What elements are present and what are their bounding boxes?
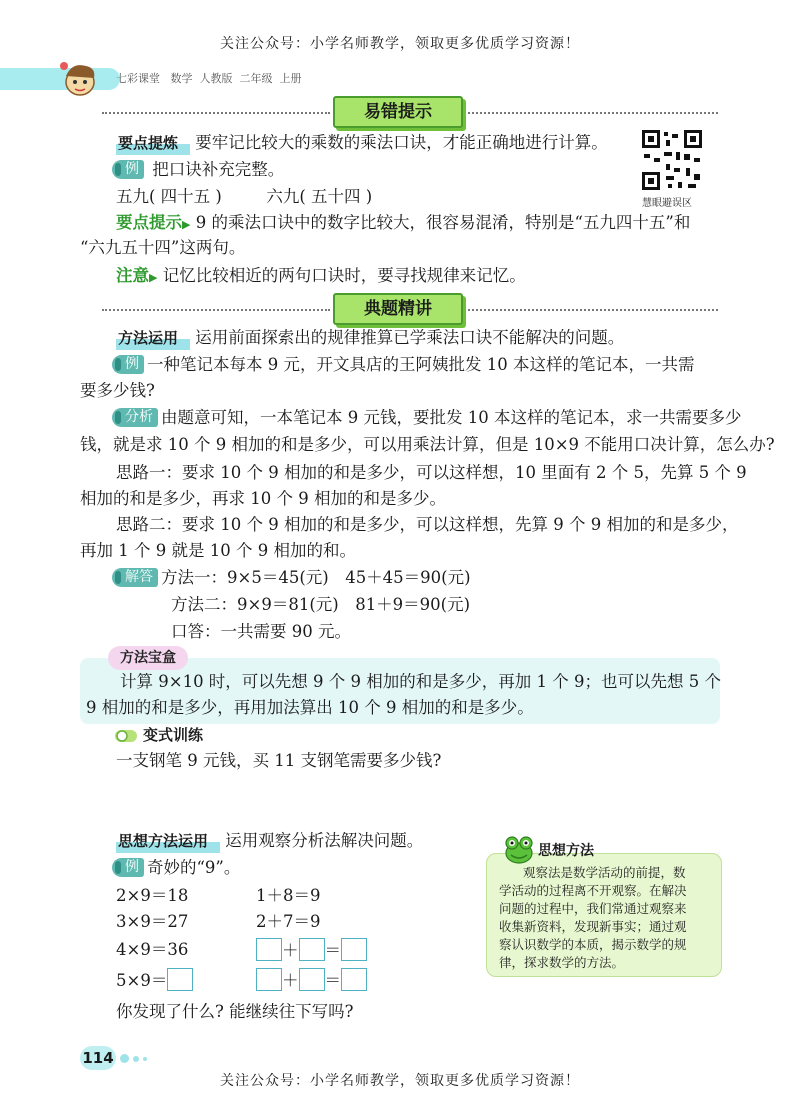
- note-body-line-5: 察认识数学的本质，揭示数学的规: [499, 937, 687, 952]
- practice-title: 变式训练: [143, 726, 204, 744]
- example1-line: [112, 158, 284, 182]
- idea2-text-1: 思路二：要求 10 个 9 相加的和是多少，可以这样想，先算 9 个 9 相加的和是多少，: [116, 515, 739, 534]
- treasure-text-1: 计算 9×10 时，可以先想 9 个 9 相加的和是多少，再加 1 个 9；也可以先想 5 个: [120, 672, 722, 691]
- idea2-text-2: 再加 1 个 9 就是 10 个 9 相加的和。: [80, 541, 356, 560]
- mascot-icon: [56, 60, 104, 94]
- plus-sign: ＋: [282, 941, 299, 960]
- answer-tag: 解答: [112, 568, 158, 587]
- note-body-line-3: 问题的过程中，我们常通过观察来: [499, 901, 687, 916]
- answer-box[interactable]: [256, 968, 282, 991]
- page-number: 114: [80, 1046, 116, 1070]
- verbal-answer: 口答：一共需要 90 元。: [171, 622, 351, 641]
- note-body-line-1: 观察法是数学活动的前提，数: [523, 865, 686, 880]
- example1-text: 把口诀补充完整。: [152, 160, 285, 179]
- dot-decoration: [143, 1057, 147, 1061]
- rhyme-five-nine: 五九( 四十五 ): [116, 187, 222, 206]
- analysis-tag: 分析: [112, 408, 158, 427]
- header-term: 上册: [279, 72, 302, 85]
- equation-left-4: [116, 968, 193, 993]
- divider-right: [460, 112, 718, 114]
- note-body-line-6: 律，探求数学的方法。: [499, 955, 625, 970]
- answer-box[interactable]: [341, 938, 367, 961]
- method-two: 方法二：9×9＝81(元) 81＋9＝90(元): [171, 595, 471, 614]
- note-label: 注意: [116, 266, 149, 285]
- header-book: 七彩课堂: [116, 72, 160, 85]
- example-tag: 例: [112, 858, 144, 877]
- example-tag: 例: [112, 160, 144, 179]
- toggle-icon: [114, 728, 138, 744]
- equation-right-1: 1＋8＝9: [256, 886, 321, 905]
- example2-text-1: 一种笔记本每本 9 元，开文具店的王阿姨批发 10 本这样的笔记本，一共需: [147, 355, 695, 374]
- treasure-title: 方法宝盒: [108, 646, 188, 670]
- idea1-text-2: 相加的和是多少，再求 10 个 9 相加的和是多少。: [80, 489, 446, 508]
- page-header: [0, 60, 800, 94]
- discovery-question: 你发现了什么? 能继续往下写吗?: [116, 1002, 354, 1021]
- divider-right-2: [460, 309, 718, 311]
- equation-right-4: [256, 968, 367, 993]
- answer-line-1: [112, 566, 471, 590]
- method-line: [116, 326, 624, 350]
- frog-icon: [504, 836, 534, 864]
- section-title-common-mistakes: 易错提示: [333, 96, 463, 128]
- equation-left-3: 4×9＝36: [116, 940, 189, 959]
- practice-question: 一支钢笔 9 元钱，买 11 支钢笔需要多少钱?: [116, 751, 442, 770]
- idea1-text-1: 思路一：要求 10 个 9 相加的和是多少，可以这样想，10 里面有 2 个 5，先算 5 个 9: [116, 463, 747, 482]
- treasure-text-2: 9 相加的和是多少，再用加法算出 10 个 9 相加的和是多少。: [86, 698, 534, 717]
- divider-left-2: [102, 309, 330, 311]
- dot-decoration: [133, 1056, 139, 1062]
- equation-right-3: [256, 938, 367, 963]
- equation-left-1: 2×9＝18: [116, 886, 189, 905]
- equation-right-2: 2＋7＝9: [256, 912, 321, 931]
- example3-text: 奇妙的“9”。: [147, 858, 241, 877]
- thinking-method-text: 运用观察分析法解决问题。: [225, 831, 424, 850]
- dot-decoration: [120, 1054, 129, 1063]
- answer-box[interactable]: [256, 938, 282, 961]
- divider-left: [102, 112, 330, 114]
- answer-box[interactable]: [299, 968, 325, 991]
- promo-banner-top: 关注公众号：小学名师教学，领取更多优质学习资源！: [220, 36, 580, 52]
- example2-text-2: 要多少钱?: [80, 381, 155, 400]
- analysis-text-2: 钱，就是求 10 个 9 相加的和是多少，可以用乘法计算，但是 10×9 不能用口决计算，怎么办?: [80, 435, 775, 454]
- header-subject: 数学: [170, 72, 193, 85]
- method-label: 方法运用: [116, 326, 190, 350]
- note-arrow-icon: ▶: [149, 271, 158, 284]
- promo-banner-bottom: 关注公众号：小学名师教学，领取更多优质学习资源！: [220, 1073, 580, 1089]
- section-title-typical-problems: 典题精讲: [333, 293, 463, 325]
- analysis-text-1: 由题意可知，一本笔记本 9 元钱，要批发 10 本这样的笔记本，求一共需要多少: [161, 408, 742, 427]
- answer-box[interactable]: [167, 968, 193, 991]
- example2-line-1: [112, 353, 694, 377]
- equals-sign: ＝: [324, 971, 341, 990]
- key-points-line: [116, 131, 608, 155]
- key-points-text: 要牢记比较大的乘数的乘法口诀，才能正确地进行计算。: [195, 133, 608, 152]
- tip-text-1: 9 的乘法口诀中的数字比较大，很容易混淆，特别是“五九四十五”和: [195, 213, 691, 232]
- qr-code-icon[interactable]: [640, 128, 704, 192]
- tip-line-1: [116, 211, 690, 237]
- analysis-line-1: [112, 406, 741, 430]
- tip-arrow-icon: ▶: [182, 218, 191, 231]
- plus-sign: ＋: [282, 971, 299, 990]
- thinking-method-line: [116, 829, 423, 853]
- rhyme-line: [116, 185, 372, 209]
- tip-label: 要点提示: [116, 213, 182, 232]
- example-tag: 例: [112, 355, 144, 374]
- tip-text-2: “六九五十四”这两句。: [80, 238, 246, 257]
- example3-line: [112, 856, 240, 880]
- note-line: [116, 264, 526, 290]
- note-title: 思想方法: [538, 843, 594, 859]
- method-text: 运用前面探索出的规律推算已学乘法口诀不能解决的问题。: [195, 328, 625, 347]
- header-info: [116, 70, 302, 86]
- thinking-method-note: [486, 853, 722, 977]
- page-number-block: [80, 1046, 160, 1070]
- rhyme-six-nine: 六九( 五十四 ): [266, 187, 373, 206]
- note-body: [499, 864, 715, 972]
- answer-box[interactable]: [341, 968, 367, 991]
- equals-sign: ＝: [324, 941, 341, 960]
- note-text: 记忆比较相近的两句口诀时，要寻找规律来记忆。: [162, 266, 526, 285]
- key-points-label: 要点提炼: [116, 131, 190, 155]
- thinking-method-label: 思想方法运用: [116, 829, 220, 853]
- equation-left-4-text: 5×9＝: [116, 971, 168, 990]
- qr-caption: 慧眼避误区: [642, 198, 692, 209]
- note-body-line-2: 学活动的过程离不开观察。在解决: [499, 883, 687, 898]
- header-grade: 二年级: [239, 72, 273, 85]
- equation-left-2: 3×9＝27: [116, 912, 189, 931]
- method-one: 方法一：9×5＝45(元) 45＋45＝90(元): [161, 568, 471, 587]
- answer-box[interactable]: [299, 938, 325, 961]
- header-edition: 人教版: [199, 72, 233, 85]
- note-body-line-4: 收集新资料，发现新事实；通过观: [499, 919, 687, 934]
